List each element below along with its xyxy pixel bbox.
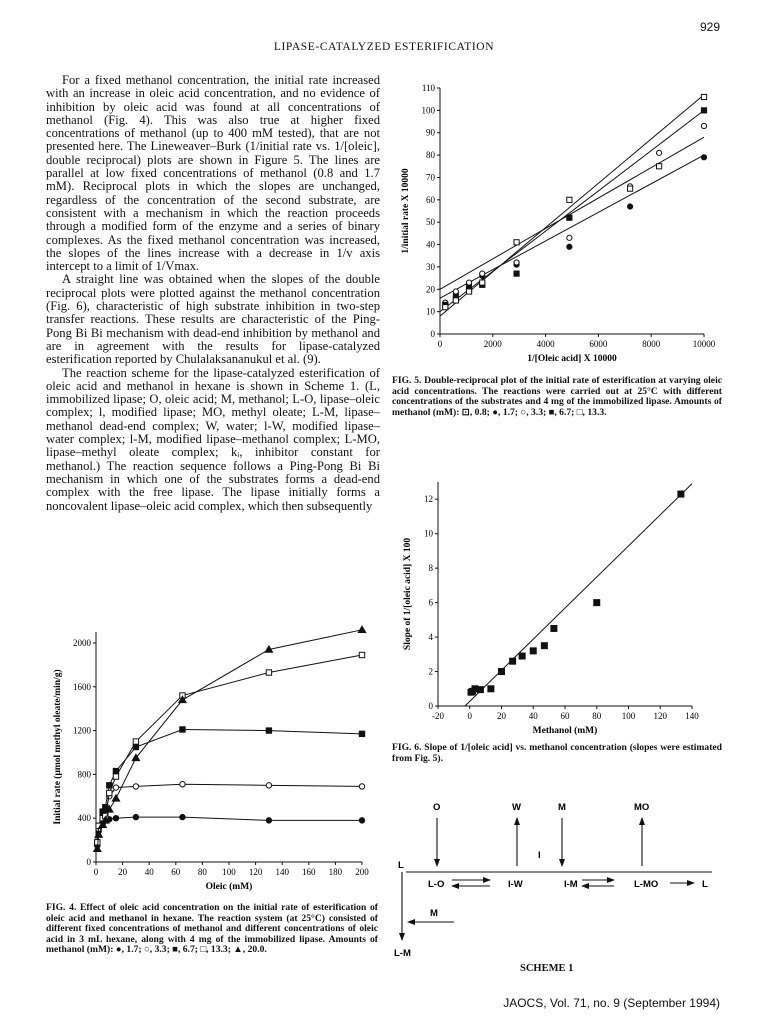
x-tick-label: 100 [621,711,636,721]
data-point [510,658,516,664]
y-tick-label: 400 [77,813,91,824]
scheme-label-mo: MO [634,802,650,813]
y-tick-label: 60 [426,194,435,205]
scheme-label-m-top: M [558,802,566,813]
scheme-label-i: I [538,850,541,861]
scheme-label-l-o: L-O [428,879,445,890]
data-point [359,652,364,657]
y-axis-title: Slope of 1/[oleic acid] X 100 [403,537,413,651]
x-tick-label: -20 [432,711,444,721]
y-tick-label: 1200 [73,725,91,736]
data-point [112,795,119,801]
scheme-label-o: O [433,802,441,813]
data-point [701,94,706,99]
data-point [530,648,536,654]
x-tick-label: 2000 [483,339,502,349]
data-point [180,814,185,819]
x-tick-label: 8000 [642,339,661,349]
scheme-label-l-mo: L-MO [634,879,659,890]
data-point [453,289,458,294]
data-point [359,731,364,736]
scheme-label-l-left: L [398,860,404,871]
data-point [133,814,138,819]
x-tick-label: 200 [355,867,369,877]
y-tick-label: 100 [421,105,435,116]
y-tick-label: 90 [426,127,435,138]
data-point [113,815,118,820]
x-tick-label: 140 [275,867,289,877]
data-point [266,818,271,823]
y-tick-label: 50 [426,217,435,228]
data-point [107,790,112,795]
y-tick-label: 12 [424,494,433,505]
x-tick-label: 60 [171,867,181,877]
running-head: LIPASE-CATALYZED ESTERIFICATION [273,41,495,53]
x-tick-label: 180 [328,867,343,877]
scheme-label-l-right: L [702,879,708,890]
data-point [499,669,505,675]
fig5-caption: FIG. 5. Double-reciprocal plot of the initial rate of esterification at varying oleic acid concentrations. The reactions were carried out at 25°C with different concentrations of the substrates and 4 mg of the immobilized lipase. Amounts of methanol (mM): ⊡, 0.8; ●, 1.7; ○, 3.3; ■, 6.7; □, 13.3. [392,375,722,418]
y-tick-label: 30 [426,261,435,272]
y-tick-label: 110 [421,83,435,93]
x-axis-title: 1/[Oleic acid] X 10000 [527,354,617,364]
data-point [657,164,662,169]
y-tick-label: 0 [86,857,91,867]
x-tick-label: 40 [528,711,538,721]
y-tick-label: 20 [426,284,435,295]
fig4-caption: FIG. 4. Effect of oleic acid concentration on the initial rate of esterification of oleic acid and methanol in hexane. The reaction system (at 25°C) consisted of different fixed concentrations of methanol and different concentrations of oleic acid in 3 mL hexane, along with 4 mg of the immobilized lipase. Amounts of methanol (mM): ●, 1.7; ○, 3.3; ■, 6.7; □, 13.3; ▲, 20.0. [46,902,378,956]
x-tick-label: 0 [437,339,443,349]
data-point [480,280,485,285]
x-axis-title: Oleic (mM) [205,882,253,892]
data-point [266,783,271,788]
x-tick-label: 6000 [589,339,608,349]
data-point [358,626,365,632]
fig4-chart [46,620,380,900]
data-point [594,600,600,606]
data-point [488,686,494,692]
x-tick-label: 0 [93,867,99,877]
y-tick-label: 80 [426,150,435,161]
data-point [266,728,271,733]
data-point [627,204,632,209]
x-axis-title: Methanol (mM) [532,726,598,736]
data-point [567,244,572,249]
data-point [627,186,632,191]
x-tick-label: 10000 [692,339,716,349]
data-point [113,785,118,790]
data-point [657,150,662,155]
fit-line [440,137,704,289]
data-point [701,123,706,128]
data-point [551,625,557,631]
x-tick-label: 120 [653,711,667,721]
body-paragraph: The reaction scheme for the lipase-catalyzed esterification of oleic acid and methanol in hexane is shown in Scheme 1. (L, immobilized lipase; O, oleic acid; M, methanol; L-O, lipase–oleic complex; l, modified lipase; MO, methyl oleate; L-M, lipase–methanol dead-end complex; W, water; l-W, modified lipase–water complex; l-M, modified lipase–methanol complex; L-MO, lipase–methyl oleate complex; kᵢ, inhibitor constant for methanol.) The reaction sequence follows a Ping-Pong Bi Bi mechanism in which one of the substrates forms a dead-end complex with the free lipase. The lipase initially forms a noncovalent lipase–oleic acid complex, which then subsequently [46,365,380,513]
body-paragraph: For a fixed methanol concentration, the initial rate increased with an increase in oleic acid concentration, and no evidence of inhibition by oleic acid was found at all concentrations of methanol (Fig. 4). This was also true at higher fixed concentrations of methanol (up to 400 mM tested), that are not presented here. The Lineweaver–Burk (1/initial rate vs. 1/[oleic], double reciprocal) plots are shown in Figure 5. The lines are parallel at low fixed concentrations of methanol (0.8 and 1.7 mM). Reciprocal plots in which the slopes are unchanged, regardless of the concentration of the second substrate, are consistent with a mechanism in which the reaction proceeds through a modified form of the enzyme and a series of binary complexes. As the fixed methanol concentration was increased, the slopes of the lines increase with a decrease in 1/v axis intercept to a limit of 1/Vmax. [46,73,380,274]
y-tick-label: 10 [424,528,433,539]
data-point [519,653,525,659]
scheme-label-w: W [512,802,521,813]
y-axis-title: Initial rate (μmol methyl oleate/min/g) [53,669,63,825]
fig6-chart [392,472,732,742]
data-point [514,260,519,265]
data-point [453,298,458,303]
data-point [266,670,271,675]
x-tick-label: 4000 [536,339,555,349]
y-tick-label: 40 [426,239,435,250]
x-tick-label: 80 [197,867,207,877]
data-point [701,108,706,113]
scheme-label-l-m: L-M [394,948,411,959]
y-tick-label: 70 [426,172,435,183]
y-tick-label: 0 [428,701,433,711]
x-tick-label: 120 [248,867,263,877]
x-tick-label: 160 [302,867,316,877]
data-point [678,491,684,497]
data-point [567,235,572,240]
data-point [514,271,519,276]
data-point [480,271,485,276]
y-tick-label: 4 [428,632,433,643]
y-tick-label: 10 [426,306,435,317]
body-paragraph: A straight line was obtained when the slopes of the double reciprocal plots were plotted against the methanol concentration (Fig. 6), characteristic of high substrate inhibition in two-step transfer reactions. These results are characteristic of the Ping-Pong Bi Bi mechanism with dead-end inhibition by methanol and are in agreement with the results for lipase-catalyzed esterification reported by Chulalaksananukul et al. (9). [46,272,380,367]
x-tick-label: 140 [685,711,699,721]
data-point [359,784,364,789]
data-point [359,818,364,823]
data-point [567,197,572,202]
fig5-chart [392,78,732,373]
y-axis-title: 1/initial rate X 10000 [401,168,411,254]
data-point [466,280,471,285]
y-tick-label: 2 [428,666,433,677]
data-point [133,739,138,744]
x-tick-label: 0 [467,711,472,721]
data-point [567,215,572,220]
y-tick-label: 2000 [73,637,91,648]
data-point [541,643,547,649]
data-point [180,727,185,732]
data-point [514,240,519,245]
data-point [701,155,706,160]
x-tick-label: 20 [497,711,506,721]
data-point [443,305,448,310]
y-tick-label: 8 [428,563,433,574]
x-tick-label: 100 [222,867,236,877]
scheme-caption: SCHEME 1 [520,963,574,974]
scheme-label-i-m: I-M [564,879,578,890]
x-tick-label: 80 [592,711,602,721]
journal-footer: JAOCS, Vol. 71, no. 9 (September 1994) [503,996,720,1010]
y-tick-label: 1600 [73,681,91,692]
x-tick-label: 20 [118,867,128,877]
scheme-1-diagram [392,792,732,962]
data-point [180,782,185,787]
data-point [113,774,118,779]
x-tick-label: 60 [560,711,570,721]
body-text-column [46,74,380,513]
data-point [477,687,483,693]
x-tick-label: 40 [144,867,154,877]
data-point [133,784,138,789]
data-point [466,289,471,294]
series-line [97,817,362,845]
scheme-label-m-side: M [430,908,438,919]
y-tick-label: 0 [430,329,435,339]
page-number: 929 [699,20,720,34]
y-tick-label: 6 [428,597,433,608]
fig6-caption: FIG. 6. Slope of 1/[oleic acid] vs. methanol concentration (slopes were estimated from Fig. 5). [392,742,722,764]
scheme-label-i-w: I-W [508,879,523,890]
y-tick-label: 800 [77,769,91,780]
